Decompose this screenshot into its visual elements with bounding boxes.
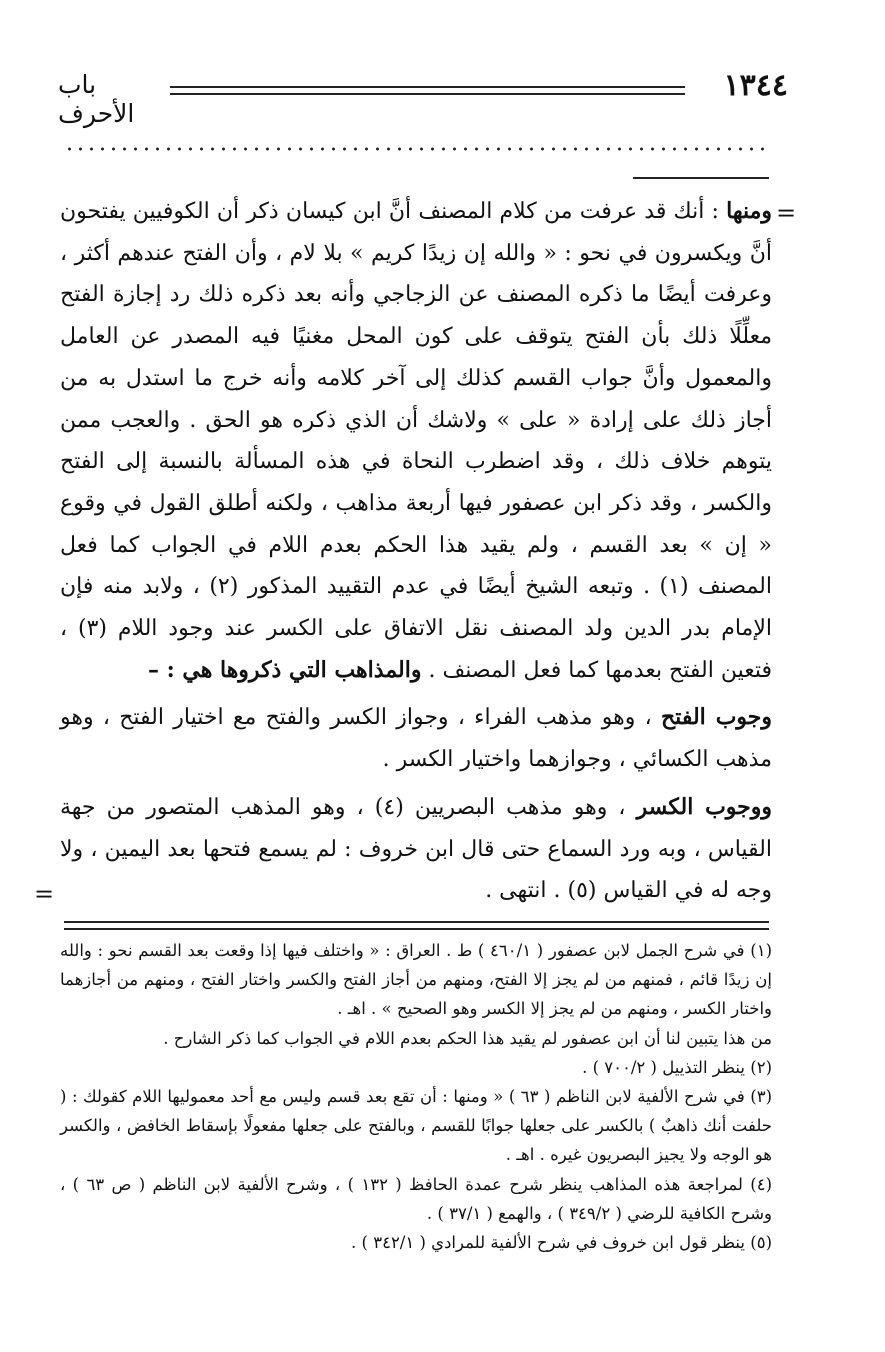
- footnote: من هذا يتبين لنا أن ابن عصفور لم يقيد هذا الحكم بعدم اللام في الجواب كما ذكر الشارح .: [163, 1028, 772, 1048]
- continuation-marker-bottom: =: [34, 880, 55, 908]
- short-rule: [633, 177, 769, 179]
- paragraph-2: [60, 697, 772, 780]
- paragraph-1-lead: ومنها: [726, 198, 772, 224]
- footnote: (١) في شرح الجمل لابن عصفور ( ٤٦٠/١ ) ط . العراق : « واختلف فيها إذا وقعت بعد القسم نحو : والله إن زيدًا قائم ، فمنهم من لم يجز إلا الفتح، ومنهم من أجاز الفتح والكسر واختار الفتح ، ومنهم من أجازهما واختار الكسر ، ومنهم من لم يجز إلا الكسر وهو الصحيح » . اهـ .: [60, 941, 772, 1019]
- footnote: (٤) لمراجعة هذه المذاهب ينظر شرح عمدة الحافظ ( ١٣٢ ) ، وشرح الألفية لابن الناظم ( ص ٦٣ ) ، وشرح الكافية للرضي ( ٣٤٩/٢ ) ، والهمع ( ٣٧/١ ) .: [60, 1174, 772, 1223]
- chapter-title: باب الأحرف: [58, 70, 135, 128]
- footnote-separator: [64, 921, 769, 930]
- header-double-rule: [170, 86, 685, 95]
- footnote: (٣) في شرح الألفية لابن الناظم ( ٦٣ ) « ومنها : أن تقع بعد قسم وليس مع أحد معموليها اللام كقولك : ( حلفت أنك ذاهبٌ ) بالكسر على جعلها جوابًا للقسم ، وبالفتح على جعلها مفعولًا بإسقاط الخافض ، والكسر هو الوجه ولا يجيز البصريون غيره . اهـ .: [60, 1087, 772, 1165]
- footnotes: [60, 936, 772, 1257]
- paragraph-3-lead: ووجوب الكسر: [636, 793, 772, 820]
- footnote: (٢) ينظر التذييل ( ٧٠٠/٢ ) .: [582, 1057, 772, 1077]
- paragraph-2-text: ، وهو مذهب الفراء ، وجواز الكسر والفتح مع اختيار الفتح ، وهو مذهب الكسائي ، وجوازهما واختيار الكسر .: [60, 705, 772, 773]
- paragraph-3: [60, 787, 772, 912]
- dotted-separator: [64, 147, 769, 151]
- paragraph-3-text: ، وهو مذهب البصريين (٤) ، وهو المذهب المتصور من جهة القياس ، وبه ورد السماع حتى قال ابن خروف : لم يسمع فتحها بعد اليمين ، ولا وجه له في القياس (٥) . انتهى .: [60, 794, 772, 904]
- paragraph-1-bold-end: والمذاهب التي ذكروها هي : –: [147, 656, 422, 683]
- page-number: ١٣٤٤: [723, 68, 788, 103]
- main-text: [60, 191, 772, 918]
- paragraph-2-lead: وجوب الفتح: [660, 704, 772, 731]
- paragraph-1-text: : أنك قد عرفت من كلام المصنف أنَّ ابن كيسان ذكر أن الكوفيين يفتحون أنَّ ويكسرون في نحو : « والله إن زيدًا كريم » بلا لام ، وأن الفتح عندهم أكثر ، وعرفت أيضًا ما ذكره المصنف عن الزجاجي وأنه بعد ذكره ذلك رد إجازة الفتح معلِّلًا ذلك بأن الفتح يتوقف على كون المحل مغنيًا فيه المصدر عن العامل والمعمول وأنَّ جواب القسم كذلك إلى آخر كلامه وأنه خرج ما استدل به من أجاز ذلك على إرادة « على » ولاشك أن الذي ذكره هو الحق . والعجب ممن يتوهم خلاف ذلك ، وقد اضطرب النحاة في هذه المسألة بالنسبة إلى الفتح والكسر ، وقد ذكر ابن عصفور فيها أربعة مذاهب ، ولكنه أطلق القول في وقوع « إن » بعد القسم ، ولم يقيد هذا الحكم بعدم اللام في الجواب كما فعل المصنف (١) . وتبعه الشيخ أيضًا في عدم التقييد المذكور (٢) ، ولابد منه فإن الإمام بدر الدين ولد المصنف نقل الاتفاق على الكسر عند وجود اللام (٣) ، فتعين الفتح بعدمها كما فعل المصنف .: [60, 199, 772, 683]
- continuation-marker-top: =: [776, 199, 797, 227]
- paragraph-1: [60, 191, 772, 691]
- footnote: (٥) ينظر قول ابن خروف في شرح الألفية للمرادي ( ٣٤٢/١ ) .: [351, 1233, 772, 1253]
